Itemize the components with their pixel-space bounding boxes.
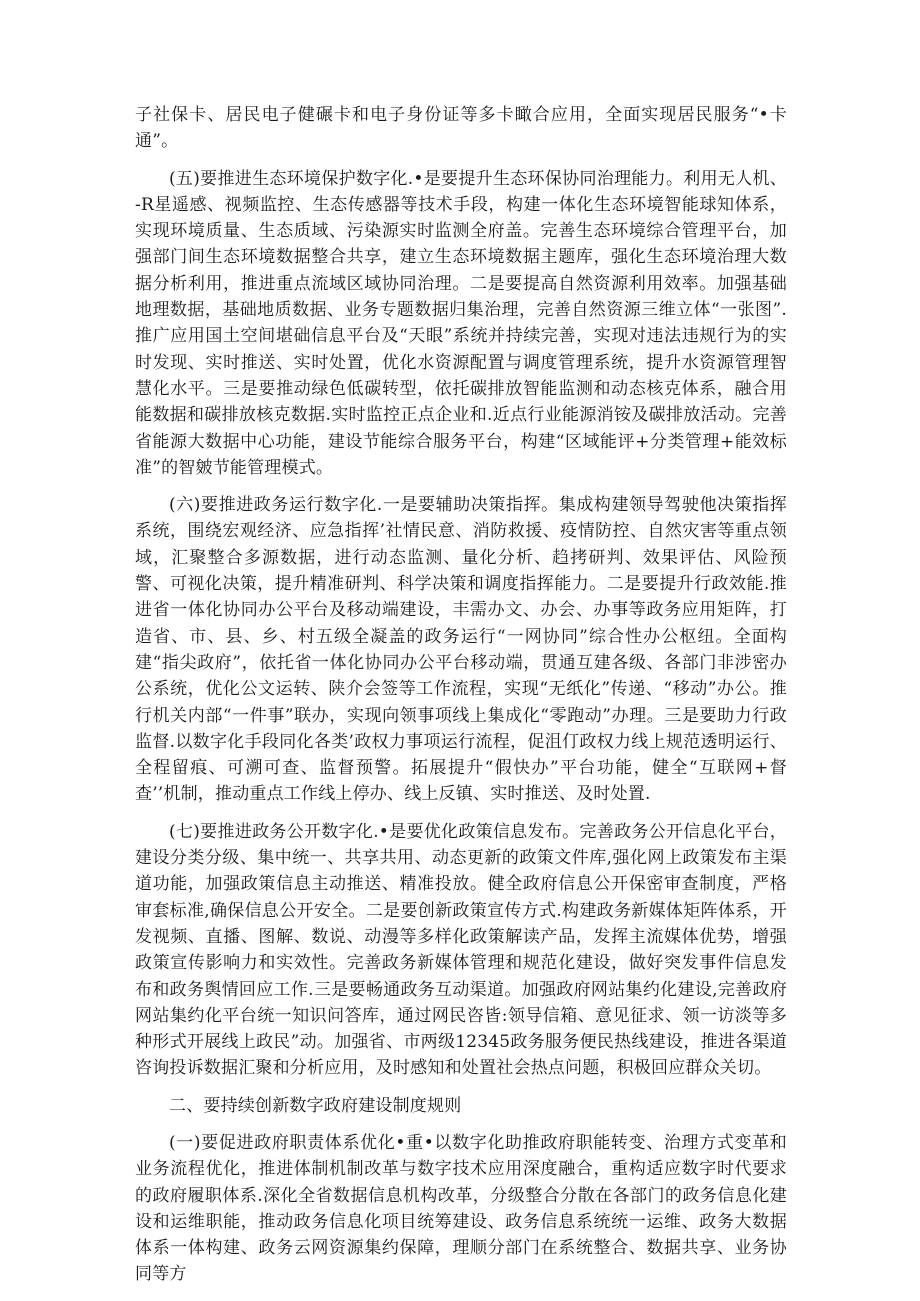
paragraph-gap (135, 1119, 787, 1130)
document-page (135, 102, 787, 1288)
section-heading-2: 二、要持续创新数字政府建设制度规则 (169, 1095, 462, 1116)
paragraph-gap (135, 808, 787, 819)
paragraph-section-6: (六)要推进政务运行数字化.一是要辅助决策指挥。集成构建领导驾驶他决策指挥系统，围绕宏观经济、应急指挥’社情民意、消防救援、疫情防控、自然灾害等重点领域，汇聚整合多源数据，进行动态监测、量化分析、趋拷研判、效果评估、风险预警、可视化决策，提升精准研判、科学决策和调度指挥能力。二是要提升行政效能.推进省一体化协同办公平台及移动端建设，丰需办文、办会、办事等政务应用矩阵，打造省、市、县、乡、村五级全凝盖的政务运行“一网协同”综合性办公枢纽。全面构建“指尖政府”，依托省一体化协同办公平台移动端，贯通互建各级、各部门非涉密办公系统，优化公文运转、陕介会签等工作流程，实现“无纸化”传递、“移动”办公。推行机关内部“一件事”联办，实现向领事项线上集成化“零跑动”办理。三是要助力行政监督.以数字化手段同化各类’政权力事项运行流程，促沮仃政权力线上规范透明运行、全程留痕、可溯可查、监督预警。拓展提升“假快办”平台功能，健全“互联网+督查’’机制，推动重点工作线上停办、线上反镇、实时推送、及时处置. (135, 495, 787, 805)
paragraph-section-5: (五)要推进生态环境保护数字化.•是要提升生态环保协同治理能力。利用无人机、-R星遥感、视频监控、生态传感器等技术手段，构建一体化生态环境智能球知体系，实现环境质量、生态质域、污染源实时监测全府盖。完善生态环境综合管理平台，加强部门间生态环境数据整合共享，建立生态环境数据主题库，强化生态环境治理大数据分析利用，推进重点流域区域协同治理。二是要提高自然资源利用效率。加强基础地理数据，基础地质数据、业务专题数据归集治理，完善自然资源三维立体“一张图”.推广应用国土空间堪础信息平台及“天眼”系统并持续完善，实现对违法违规行为的实时发现、实时推送、实时处置，优化水资源配置与调度管理系统，提升水资源管理智慧化水平。三是要推动绿色低碳转型，依托碳排放智能监测和动态核克体系，融合用能数据和碳排放核克数据.实时监控正点企业和.近点行业能源消铵及碳排放活动。完善省能源大数据中心功能，建设节能综合服务平台，构建“区域能评+分类管理+能效标准”的智皴节能管理模式。 (135, 168, 787, 478)
paragraph-subsection-1: (一)要促进政府职责体系优化•重•以数字化助推政府职能转变、治理方式变革和业务流程优化，推进体制机制改革与数字技术应用深度融合，重构适应数字时代要求的政府履职体系.深化全省数据信息机构改革，分级整合分散在各部门的政务信息化建设和运维职能，推动政务信息化项目统筹建设、政务信息系统统一运维、政务大数据体系一体构建、政务云网资源集约保障，理顺分部门在系统整合、数据共享、业务协同等方 (135, 1132, 787, 1285)
paragraph-gap (135, 155, 787, 166)
paragraph-section-7: (七)要推进政务公开数字化.•是要优化政策信息发布。完善政务公开信息化平台，建设分类分级、集中统一、共享共用、动态更新的政策文件库,强化网上政策发布主渠道功能，加强政策信息主动推送、精准投放。健全政府信息公开保密审查制度，严格审套标准,确保信息公开安全。二是要创新政策宣传方式.构建政务新媒体矩阵体系，开发视频、直播、图解、数说、动漫等多样化政策解读产品，发挥主流媒体优势，增强政策宣传影响力和实效性。完善政务新媒体管理和规范化建设，做好突发事件信息发布和政务舆情回应工作.三是要畅通政务互动渠道。加强政府网站集约化建设,完善政府网站集约化平台统一知识问答库，通过网民咨皆:领导信箱、意见征求、领一访淡等多种形式开展线上政民”动。加强省、市两级12345政务服务便民热线建设，推进各渠道咨询投诉数据汇聚和分析应用，及时感知和处置社会热点问题，积极回应群众关切。 (135, 821, 787, 1079)
paragraph-carryover: 子社保卡、居民电子健碾卡和电子身份证等多卡瞰合应用，全面实现居民服务“•卡通”。 (135, 105, 787, 152)
paragraph-gap (135, 1082, 787, 1093)
paragraph-gap (135, 481, 787, 492)
